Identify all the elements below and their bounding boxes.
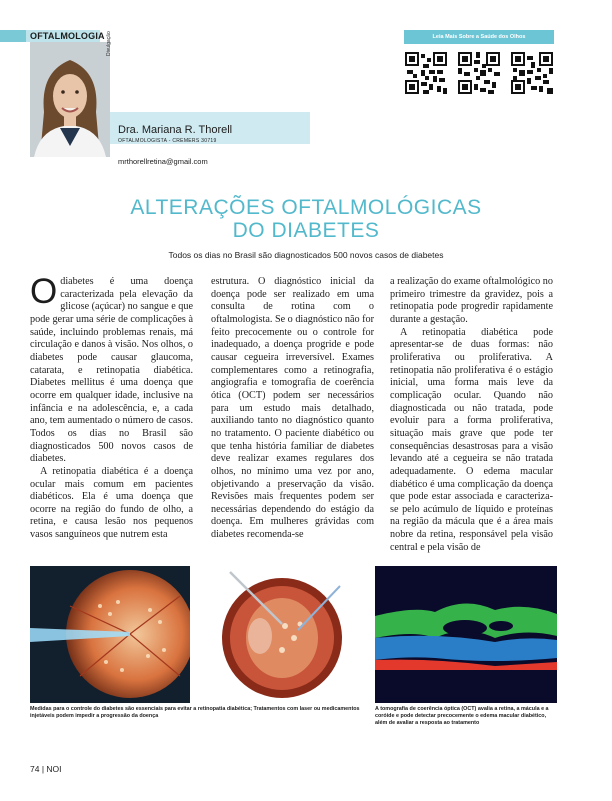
article-title — [40, 196, 572, 242]
body-column-1 — [30, 272, 193, 542]
paragraph-2: A retinopatia diabética é a doença ocular mais comum em pacientes diabéticos. Ela é uma doença que ocorre na região do fundo de olho, a retina, e causa lesão nos pequenos vasos sanguíneos que nutrem esta — [30, 465, 193, 541]
qr-code-1[interactable] — [405, 52, 447, 94]
caption-left: Medidas para o controle do diabetes são essenciais para evitar a retinopatia diabética; Tratamentos com laser ou medicamentos injetáveis podem impedir a progressão da doença — [30, 706, 360, 720]
author-photo — [30, 42, 110, 157]
qr-banner: Leia Mais Sobre a Saúde dos Olhos — [404, 30, 554, 44]
drop-cap: O — [30, 272, 58, 311]
article-subtitle: Todos os dias no Brasil são diagnosticados 500 novos casos de diabetes — [168, 250, 444, 260]
body-column-2 — [211, 276, 374, 542]
paragraph-1 — [30, 272, 193, 466]
body-column-3 — [390, 276, 553, 554]
retina-laser-image — [30, 566, 190, 703]
eye-cross-section-image — [190, 566, 372, 703]
author-credentials: OFTALMOLOGISTA - CREMERS 30719 — [118, 138, 217, 144]
paragraph-3: estrutura. O diagnóstico inicial da doença pode ser realizado em uma consulta de rotina com o oftalmologista. Se o diagnóstico não for feito precocemente ou o controle for inadequado, a doença progride e pode causar cegueira irreversível. Exames complementares como a retinografia, angiografia e tomografia de coerência ótica (OCT) podem ser necessários para um estudo mais detalhado, auxiliando tanto no diagnóstico quanto no tratamento. O paciente diabético ou que tenha história familiar de diabetes deve realizar exames regulares dos olhos, no mínimo uma vez por ano, objetivando a preservação da visão. Revisões mais frequentes podem ser necessárias dependendo do estágio da doença. Em mulheres grávidas com diabetes recomenda-se — [211, 276, 374, 541]
article-title-line1: ALTERAÇÕES OFTALMOLÓGICAS — [130, 196, 482, 219]
article-title-line2: DO DIABETES — [232, 219, 380, 242]
caption-right: A tomografia de coerência óptica (OCT) avalia a retina, a mácula e a coróide e pode detectar precocemente o edema macular diabético, além de avaliar a resposta ao tratamento — [375, 706, 549, 727]
paragraph-4: a realização do exame oftalmológico no primeiro trimestre da gravidez, pois a retinopatia pode progredir rapidamente durante a gestação. — [390, 276, 553, 325]
author-name: Dra. Mariana R. Thorell — [118, 124, 233, 136]
oct-scan-image — [375, 566, 557, 703]
qr-code-2[interactable] — [458, 52, 500, 94]
section-bar-accent — [0, 30, 26, 42]
qr-code-3[interactable] — [511, 52, 553, 94]
paragraph-5: A retinopatia diabética pode apresentar-se de duas formas: não proliferativa ou proliferativa. A retinopatia não proliferativa é o estágio inicial, uma forma mais leve da complicação ocular. Quando não diagnosticada ou não tratada, pode evoluir para a forma proliferativa, situação mais grave que pode ter consequências desastrosas para a visão levando até a cegueira se não tratada adequadamente. O edema macular diabético é uma complicação da doença que pode estar associada e caracteriza-se pelo acúmulo de líquido e proteínas na região da mácula que é a área mais nobre da retina, responsável pela visão central e pela visão de — [390, 326, 553, 553]
author-email[interactable]: mrthorellretina@gmail.com — [118, 157, 208, 166]
page-footer: 74 | NOI — [30, 764, 62, 774]
section-label: OFTALMOLOGIA — [30, 31, 105, 41]
photo-credit: Divulgação — [106, 31, 112, 56]
paragraph-1-text: diabetes é uma doença caracterizada pela elevação da glicose (açúcar) no sangue e que pode gerar uma série de complicações à saúde, incluindo problemas renais, má circulação e danos à visão. Nos olhos, o diabetes pode causar glaucoma, catarata, e retinopatia diabética. Diabetes mellitus é uma doença que ocorre em qualquer idade, inclusive na infância e na adolescência, e, a cada ano, tem aumentado o número de casos. Todos os dias no Brasil são diagnosticados 500 novos casos de diabetes. — [30, 276, 193, 465]
